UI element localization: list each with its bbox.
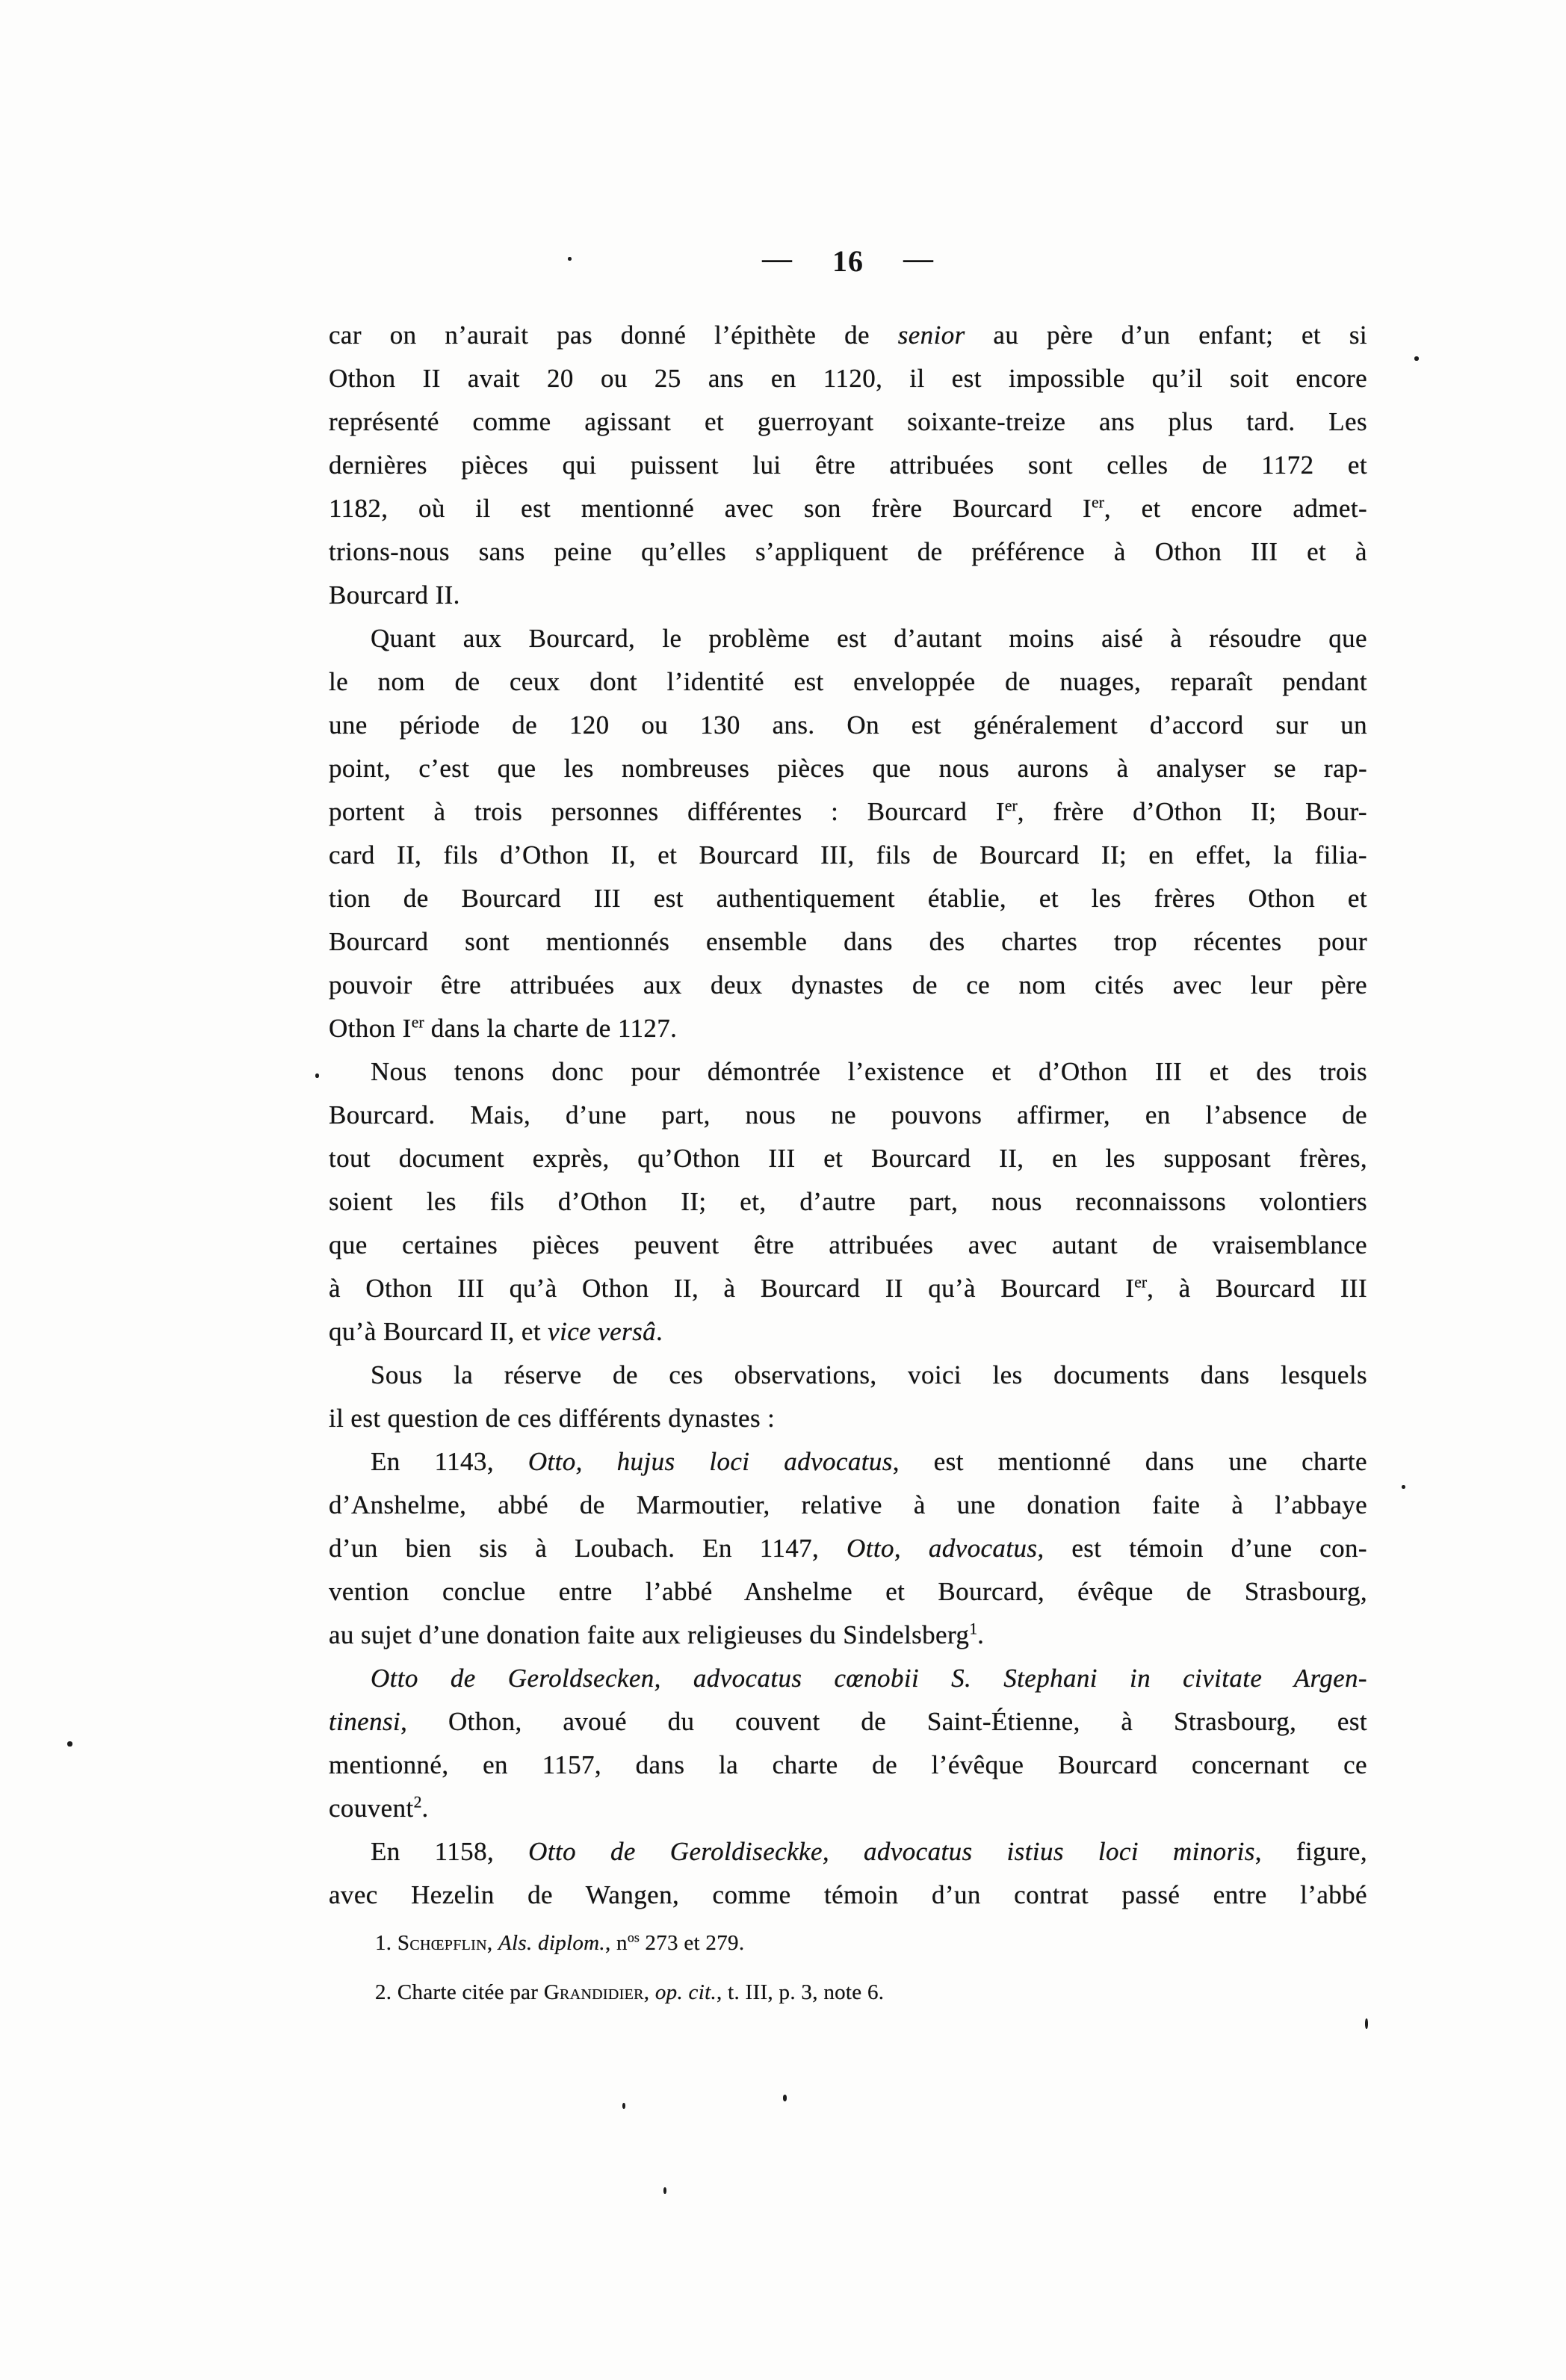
text-segment: Sous la réserve de ces observations, voici les documents dans lesquels: [371, 1360, 1367, 1389]
body-text: [329, 314, 1367, 1917]
text-line: [329, 574, 1367, 617]
text-segment: op. cit.: [654, 1980, 717, 2004]
text-segment: 1182, où il est mentionné avec son frère Bourcard I: [329, 494, 1092, 523]
footnote-line: [329, 1918, 1367, 1968]
text-segment: une période de 120 ou 130 ans. On est généralement d’accord sur un: [329, 710, 1367, 740]
text-line: [329, 1137, 1367, 1180]
text-segment: Quant aux Bourcard, le problème est d’autant moins aisé à résoudre que: [371, 624, 1367, 653]
text-segment: Schœpflin: [397, 1931, 487, 1955]
text-line: [329, 1440, 1367, 1484]
text-segment: car on n’aurait pas donné l’épithète de: [329, 320, 898, 350]
text-segment: d’un bien sis à Loubach. En 1147,: [329, 1534, 847, 1563]
text-segment: tinensi: [329, 1707, 401, 1736]
text-segment: Otto, advocatus,: [847, 1534, 1044, 1563]
superscript: er: [411, 1013, 424, 1032]
text-segment: .: [977, 1620, 985, 1649]
text-segment: au père d’un enfant; et si: [965, 320, 1367, 350]
text-segment: Othon I: [329, 1014, 412, 1043]
text-line: [329, 1744, 1367, 1787]
text-segment: , figure,: [1254, 1837, 1367, 1866]
text-line: [329, 1007, 1367, 1050]
superscript: er: [1134, 1273, 1148, 1292]
text-segment: mentionné, en 1157, dans la charte de l’évêque Bourcard concernant ce: [329, 1750, 1367, 1779]
text-segment: 2. Charte citée par: [375, 1980, 544, 2004]
superscript: 2: [413, 1793, 422, 1812]
text-segment: , n: [604, 1931, 628, 1955]
page-number-header: [329, 241, 1367, 279]
text-segment: au sujet d’une donation faite aux religieuses du Sindelsberg: [329, 1620, 970, 1649]
ink-speck: [67, 1741, 72, 1747]
footnotes: [329, 1918, 1367, 2017]
text-segment: il est question de ces différents dynastes :: [329, 1404, 776, 1433]
text-segment: Nous tenons donc pour démontrée l’existence et d’Othon III et des trois: [371, 1057, 1367, 1086]
text-line: [329, 1700, 1367, 1744]
text-line: [329, 400, 1367, 444]
header-dash-left: —: [762, 241, 793, 275]
text-segment: .: [656, 1317, 663, 1346]
text-line: [329, 1787, 1367, 1830]
text-line: [329, 660, 1367, 704]
text-segment: à Othon III qu’à Othon II, à Bourcard II qu’à Bourcard I: [329, 1274, 1135, 1303]
text-line: [329, 1094, 1367, 1137]
text-segment: Grandidier: [543, 1980, 644, 2004]
text-segment: Bourcard II.: [329, 580, 460, 610]
text-segment: ,: [643, 1980, 655, 2004]
text-segment: En 1143,: [371, 1447, 528, 1476]
text-segment: soient les fils d’Othon II; et, d’autre part, nous reconnaissons volontiers: [329, 1187, 1367, 1216]
text-line: [329, 357, 1367, 400]
text-line: [329, 1874, 1367, 1917]
text-segment: ,: [486, 1931, 498, 1955]
text-segment: .: [421, 1794, 429, 1823]
text-line: [329, 704, 1367, 747]
ink-speck: [1402, 1485, 1405, 1489]
text-segment: card II, fils d’Othon II, et Bourcard III, fils de Bourcard II; en effet, la filia-: [329, 840, 1367, 870]
text-segment: 1.: [375, 1931, 397, 1955]
ink-speck: [663, 2187, 666, 2194]
text-line: [329, 1657, 1367, 1700]
text-segment: , est mentionné dans une charte: [892, 1447, 1367, 1476]
text-line: [329, 1224, 1367, 1267]
text-segment: le nom de ceux dont l’identité est enveloppée de nuages, reparaît pendant: [329, 667, 1367, 696]
text-segment: En 1158,: [371, 1837, 529, 1866]
text-segment: Otto, hujus loci advocatus: [527, 1447, 893, 1476]
superscript: er: [1092, 493, 1104, 512]
text-segment: 273 et 279.: [639, 1931, 745, 1955]
text-line: [329, 834, 1367, 877]
text-segment: tout document exprès, qu’Othon III et Bourcard II, en les supposant frères,: [329, 1144, 1367, 1173]
text-segment: avec Hezelin de Wangen, comme témoin d’un contrat passé entre l’abbé: [329, 1880, 1367, 1909]
text-segment: , Othon, avoué du couvent de Saint-Étienne, à Strasbourg, est: [400, 1707, 1367, 1736]
superscript: os: [627, 1930, 640, 1945]
text-segment: , et encore admet-: [1104, 494, 1367, 523]
text-segment: senior: [897, 320, 965, 350]
text-segment: Als. diplom.: [498, 1931, 605, 1955]
text-line: [329, 314, 1367, 357]
superscript: 1: [969, 1620, 978, 1638]
text-line: [329, 790, 1367, 834]
text-segment: point, c’est que les nombreuses pièces que nous aurons à analyser se rap-: [329, 754, 1367, 783]
text-line: [329, 1050, 1367, 1094]
superscript: er: [1004, 796, 1018, 815]
ink-speck: [568, 257, 572, 261]
text-line: [329, 617, 1367, 660]
text-line: [329, 877, 1367, 920]
text-line: [329, 747, 1367, 790]
text-segment: Otto de Geroldsecken, advocatus cœnobii S. Stephani in civitate Argen-: [371, 1664, 1367, 1693]
text-segment: pouvoir être attribuées aux deux dynastes de ce nom cités avec leur père: [329, 970, 1367, 1000]
text-line: [329, 1527, 1367, 1570]
text-segment: , frère d’Othon II; Bour-: [1017, 797, 1367, 826]
text-line: [329, 444, 1367, 487]
text-segment: représenté comme agissant et guerroyant soixante-treize ans plus tard. Les: [329, 407, 1367, 436]
text-segment: Otto de Geroldiseckke, advocatus istius loci minoris: [528, 1837, 1255, 1866]
text-segment: portent à trois personnes différentes : Bourcard I: [329, 797, 1005, 826]
text-line: [329, 1397, 1367, 1440]
text-segment: Bourcard. Mais, d’une part, nous ne pouvons affirmer, en l’absence de: [329, 1100, 1367, 1129]
page-number: 16: [832, 244, 864, 278]
text-line: [329, 920, 1367, 964]
text-line: [329, 1310, 1367, 1354]
text-line: [329, 1614, 1367, 1657]
text-segment: que certaines pièces peuvent être attribuées avec autant de vraisemblance: [329, 1230, 1367, 1259]
text-line: [329, 1570, 1367, 1614]
ink-speck: [783, 2095, 787, 2101]
text-line: [329, 1354, 1367, 1397]
header-dash-right: —: [903, 241, 934, 275]
footnote-line: [329, 1968, 1367, 2017]
text-segment: tion de Bourcard III est authentiquement établie, et les frères Othon et: [329, 884, 1367, 913]
text-segment: dans la charte de 1127.: [424, 1014, 678, 1043]
ink-speck: [622, 2103, 625, 2109]
text-segment: couvent: [329, 1794, 414, 1823]
ink-speck: [315, 1073, 319, 1078]
text-segment: vention conclue entre l’abbé Anshelme et Bourcard, évêque de Strasbourg,: [329, 1577, 1367, 1606]
text-segment: , à Bourcard III: [1147, 1274, 1367, 1303]
text-segment: est témoin d’une con-: [1044, 1534, 1367, 1563]
text-line: [329, 487, 1367, 530]
text-segment: dernières pièces qui puissent lui être attribuées sont celles de 1172 et: [329, 450, 1367, 480]
text-line: [329, 964, 1367, 1007]
ink-speck: [1414, 356, 1419, 361]
ink-speck: [1365, 2018, 1368, 2029]
text-line: [329, 1830, 1367, 1874]
text-segment: qu’à Bourcard II, et: [329, 1317, 548, 1346]
text-segment: d’Anshelme, abbé de Marmoutier, relative à une donation faite à l’abbaye: [329, 1490, 1367, 1519]
text-segment: Othon II avait 20 ou 25 ans en 1120, il est impossible qu’il soit encore: [329, 364, 1367, 393]
text-segment: Bourcard sont mentionnés ensemble dans des chartes trop récentes pour: [329, 927, 1367, 956]
text-segment: vice versâ: [548, 1317, 657, 1346]
text-line: [329, 530, 1367, 574]
text-line: [329, 1180, 1367, 1224]
text-segment: , t. III, p. 3, note 6.: [717, 1980, 885, 2004]
text-segment: trions-nous sans peine qu’elles s’appliquent de préférence à Othon III et à: [329, 537, 1367, 566]
text-line: [329, 1484, 1367, 1527]
text-line: [329, 1267, 1367, 1310]
